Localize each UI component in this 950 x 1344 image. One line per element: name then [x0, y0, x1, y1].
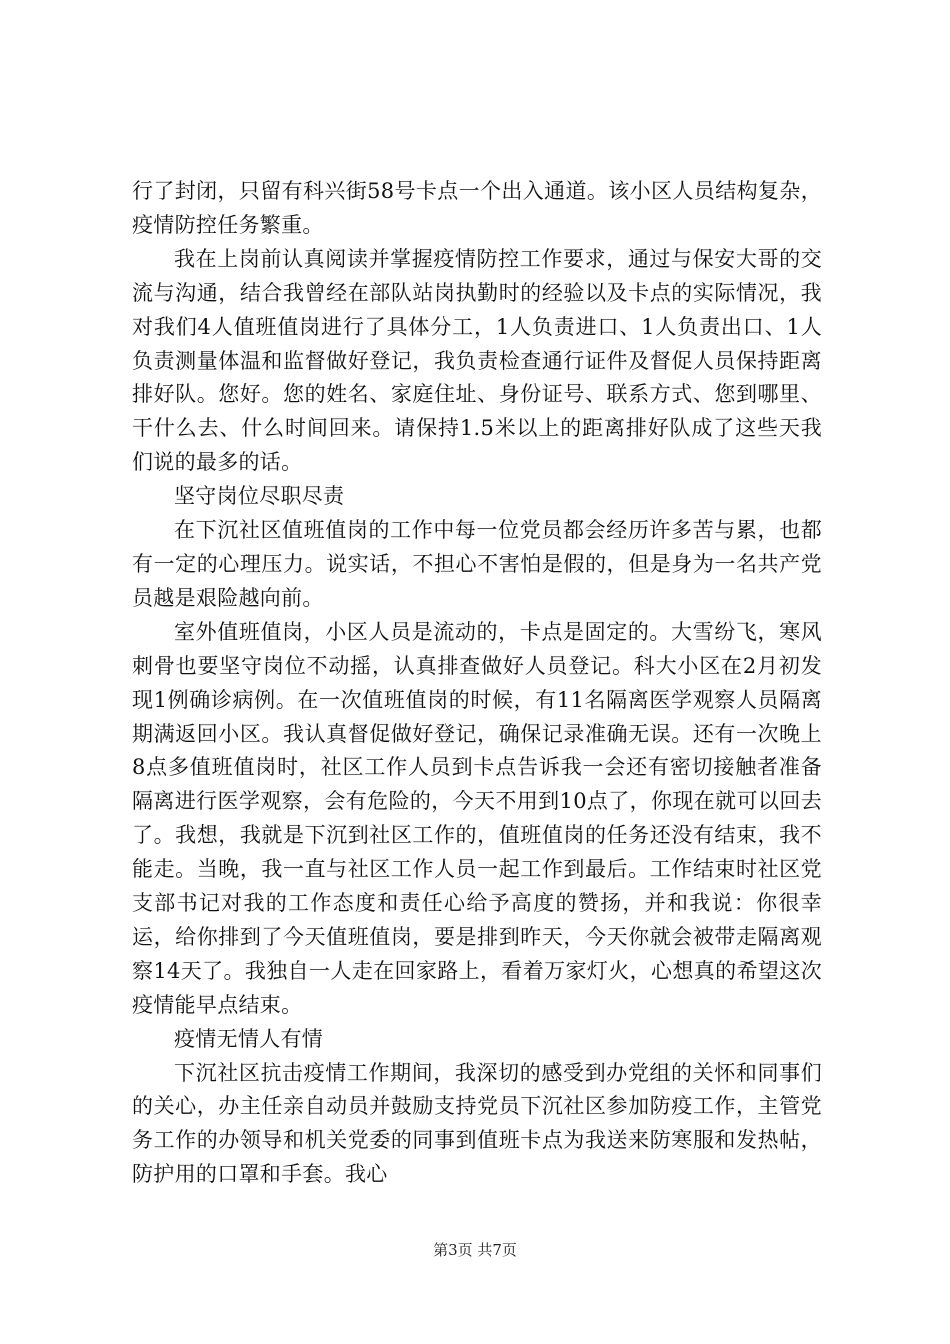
paragraph-outdoor-duty: 室外值班值岗，小区人员是流动的，卡点是固定的。大雪纷飞，寒风刺骨也要坚守岗位不动摇，认真排查做好人员登记。科大小区在2月初发现1例确诊病例。在一次值班值岗的时候，有11名隔离医学观察人员隔离期满返回小区。我认真督促做好登记，确保记录准确无误。还有一次晚上8点多值班值岗时，社区工作人员到卡点告诉我一会还有密切接触者准备隔离进行医学观察，会有危险的，今天不用到10点了，你现在就可以回去了。我想，我就是下沉到社区工作的，值班值岗的任务还没有结束，我不能走。当晚，我一直与社区工作人员一起工作到最后。工作结束时社区党支部书记对我的工作态度和责任心给予高度的赞扬，并和我说：你很幸运，给你排到了今天值班值岗，要是排到昨天，今天你就会被带走隔离观察14天了。我独自一人走在回家路上，看着万家灯火，心想真的希望这次疫情能早点结束。: [132, 619, 822, 1017]
paragraph-duty-assignment: 我在上岗前认真阅读并掌握疫情防控工作要求，通过与保安大哥的交流与沟通，结合我曾经在部队站岗执勤时的经验以及卡点的实际情况，我对我们4人值班值岗进行了具体分工，1人负责进口、1人负责出口、1人负责测量体温和监督做好登记，我负责检查通行证件及督促人员保持距离排好队。您好。您的姓名、家庭住址、身份证号、联系方式、您到哪里、干什么去、什么时间回来。请保持1.5米以上的距离排好队成了这些天我们说的最多的话。: [132, 246, 822, 475]
section-heading-stick-to-post: 坚守岗位尽职尽责: [174, 484, 345, 509]
document-body: [132, 175, 822, 1192]
paragraph-pressure: 在下沉社区值班值岗的工作中每一位党员都会经历许多苦与累，也都有一定的心理压力。说实话，不担心不害怕是假的，但是身为一名共产党员越是艰险越向前。: [132, 518, 822, 610]
paragraph-care: 下沉社区抗击疫情工作期间，我深切的感受到办党组的关怀和同事们的关心，办主任亲自动员并鼓励支持党员下沉社区参加防疫工作，主管党务工作的办领导和机关党委的同事到值班卡点为我送来防寒服和发热帖，防护用的口罩和手套。我心: [132, 1060, 822, 1187]
paragraph-continued: 行了封闭，只留有科兴街58号卡点一个出入通道。该小区人员结构复杂，疫情防控任务繁重。: [132, 179, 822, 237]
page-footer: [0, 1240, 950, 1260]
section-heading-human-kindness: 疫情无情人有情: [174, 1026, 324, 1051]
page-number-label: 第3页 共7页: [433, 1241, 517, 1259]
